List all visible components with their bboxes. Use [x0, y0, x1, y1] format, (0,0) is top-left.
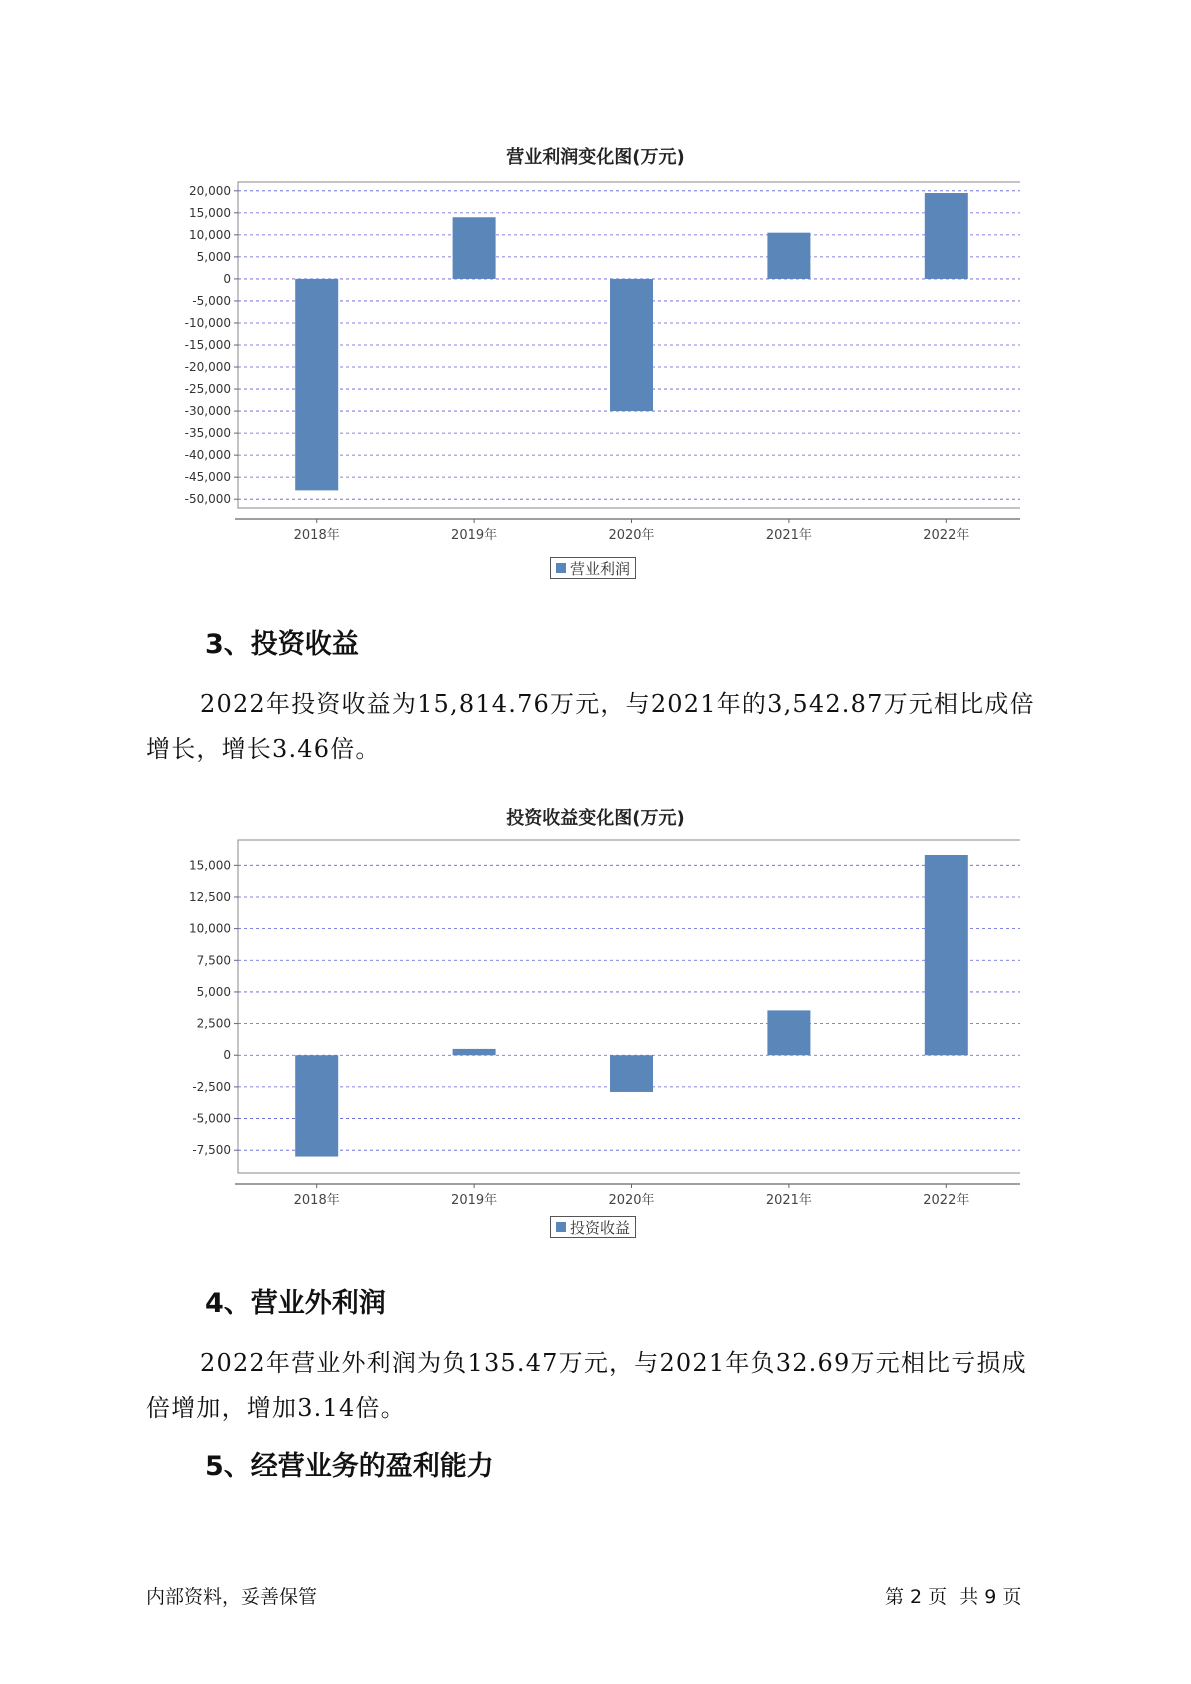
chart-title-investment-income: 投资收益变化图(万元): [506, 808, 685, 829]
y-tick-label: 5,000: [196, 984, 231, 999]
bar: [610, 279, 653, 411]
plot-area: [238, 840, 1020, 1173]
footer-page-number: 第 2 页 共 9 页: [885, 1586, 1022, 1608]
section-heading-investment-income: 3、投资收益: [205, 629, 359, 660]
footer-confidential-note: 内部资料，妥善保管: [146, 1586, 318, 1608]
paragraph-line: 2022年营业外利润为负135.47万元，与2021年负32.69万元相比亏损成: [200, 1349, 1027, 1377]
operating-profit-chart: [150, 175, 1020, 545]
legend-label: 营业利润: [570, 559, 631, 578]
y-tick-label: 2,500: [196, 1016, 231, 1031]
bar: [767, 233, 810, 279]
y-tick-label: -7,500: [192, 1143, 231, 1158]
y-tick-label: 0: [223, 1048, 231, 1063]
y-tick-label: -35,000: [184, 426, 231, 441]
paragraph-line: 增长，增长3.46倍。: [146, 735, 381, 763]
legend-swatch: [556, 563, 566, 573]
y-tick-label: -50,000: [184, 492, 231, 507]
x-tick-label: 2021年: [765, 1193, 812, 1208]
y-tick-label: 15,000: [189, 858, 231, 873]
y-tick-label: -15,000: [184, 338, 231, 352]
y-tick-label: -20,000: [184, 360, 231, 375]
bar: [453, 217, 496, 279]
paragraph-non-operating-profit: [146, 1341, 1056, 1431]
y-tick-label: 10,000: [189, 921, 231, 936]
y-tick-label: -40,000: [184, 448, 231, 463]
y-tick-label: 15,000: [189, 205, 231, 220]
paragraph-line: 倍增加，增加3.14倍。: [146, 1394, 406, 1422]
bar: [767, 1010, 810, 1055]
y-tick-label: -5,000: [192, 293, 231, 308]
bar: [295, 279, 338, 490]
x-tick-label: 2019年: [451, 528, 498, 543]
y-tick-label: 20,000: [189, 183, 231, 198]
y-tick-label: -30,000: [184, 404, 231, 419]
x-tick-label: 2021年: [765, 528, 812, 543]
y-tick-label: 10,000: [189, 227, 231, 242]
bar: [453, 1049, 496, 1055]
legend-swatch: [556, 1222, 566, 1232]
x-tick-label: 2018年: [293, 528, 340, 543]
section-heading-business-profitability: 5、经营业务的盈利能力: [205, 1451, 494, 1482]
x-tick-label: 2019年: [451, 1193, 498, 1208]
y-tick-label: -10,000: [184, 315, 231, 330]
bar: [925, 855, 968, 1055]
x-tick-label: 2022年: [923, 528, 970, 543]
paragraph-investment-income: [146, 682, 1056, 772]
legend-label: 投资收益: [570, 1218, 631, 1237]
bar: [610, 1055, 653, 1092]
legend-investment-income: [550, 1216, 636, 1238]
y-tick-label: -45,000: [184, 470, 231, 485]
y-tick-label: 7,500: [196, 953, 231, 968]
paragraph-line: 2022年投资收益为15,814.76万元，与2021年的3,542.87万元相比成倍: [200, 690, 1035, 718]
y-tick-label: 0: [223, 271, 231, 286]
y-tick-label: -2,500: [192, 1079, 231, 1094]
x-tick-label: 2022年: [923, 1193, 970, 1208]
legend-operating-profit: [550, 557, 636, 579]
chart-title-operating-profit: 营业利润变化图(万元): [506, 147, 685, 168]
bar: [925, 193, 968, 279]
y-tick-label: -25,000: [184, 382, 231, 397]
x-tick-label: 2020年: [608, 528, 655, 543]
x-tick-label: 2020年: [608, 1193, 655, 1208]
y-tick-label: 12,500: [189, 889, 231, 904]
bar: [295, 1055, 338, 1156]
y-tick-label: -5,000: [192, 1111, 231, 1126]
section-heading-non-operating-profit: 4、营业外利润: [205, 1288, 386, 1319]
x-tick-label: 2018年: [293, 1193, 340, 1208]
investment-income-chart: [150, 838, 1020, 1213]
y-tick-label: 5,000: [196, 249, 231, 264]
